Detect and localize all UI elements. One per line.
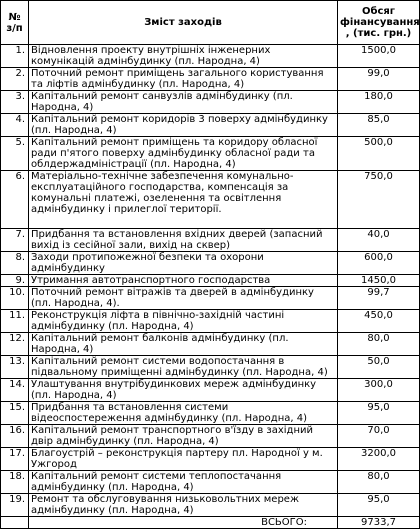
table-row [1, 91, 420, 114]
row-measure: Капітальний ремонт коридорів 3 поверху адмінбудинку (пл. Народна, 4) [29, 114, 338, 137]
row-amount: 1450,0 [338, 275, 420, 287]
table-row [1, 471, 420, 494]
row-measure: Капітальний ремонт транспортного в'їзду в західний двір адмінбудинку (пл. Народна, 4) [29, 425, 338, 448]
row-amount: 85,0 [338, 114, 420, 137]
row-amount: 95,0 [338, 494, 420, 517]
row-amount: 600,0 [338, 252, 420, 275]
row-number: 16. [1, 425, 29, 448]
row-measure: Реконструкція ліфта в північно-західній частині адмінбудинку (пл. Народна, 4) [29, 310, 338, 333]
row-amount: 80,0 [338, 471, 420, 494]
table-row [1, 425, 420, 448]
row-amount: 50,0 [338, 356, 420, 379]
table-row [1, 494, 420, 517]
table-row [1, 402, 420, 425]
table-row [1, 114, 420, 137]
row-number: 19. [1, 494, 29, 517]
header-measures: Зміст заходів [29, 1, 338, 45]
row-amount: 180,0 [338, 91, 420, 114]
row-number: 13. [1, 356, 29, 379]
row-measure: Придбання та встановлення вхідних дверей (запасний вихід із сесійної зали, вихід на сквер) [29, 229, 338, 252]
header-number: № з/п [1, 1, 29, 45]
row-measure: Заходи протипожежної безпеки та охорони адмінбудинку [29, 252, 338, 275]
row-number: 4. [1, 114, 29, 137]
row-number: 15. [1, 402, 29, 425]
row-number: 7. [1, 229, 29, 252]
total-label: ВСЬОГО: [29, 517, 338, 529]
row-amount: 99,0 [338, 68, 420, 91]
table-row [1, 229, 420, 252]
table-row [1, 287, 420, 310]
row-amount: 80,0 [338, 333, 420, 356]
table-row [1, 379, 420, 402]
row-number: 1. [1, 45, 29, 68]
row-number: 9. [1, 275, 29, 287]
row-measure: Поточний ремонт приміщень загального користування та ліфтів адмінбудинку (пл. Народна, 4) [29, 68, 338, 91]
table-row [1, 171, 420, 229]
row-measure: Капітальний ремонт санвузлів адмінбудинку (пл. Народна, 4) [29, 91, 338, 114]
row-measure: Улаштування внутрібудинкових мереж адмінбудинку (пл. Народна, 4) [29, 379, 338, 402]
row-number: 5. [1, 137, 29, 171]
row-measure: Поточний ремонт вітражів та дверей в адмінбудинку (пл. Народна, 4). [29, 287, 338, 310]
row-amount: 450,0 [338, 310, 420, 333]
row-number: 14. [1, 379, 29, 402]
row-measure: Придбання та встановлення системи відеоспостереження адмінбудинку (пл. Народна, 4) [29, 402, 338, 425]
table-row [1, 310, 420, 333]
row-number: 18. [1, 471, 29, 494]
row-number: 3. [1, 91, 29, 114]
row-number: 6. [1, 171, 29, 229]
row-number: 12. [1, 333, 29, 356]
table-row [1, 45, 420, 68]
row-measure: Капітальний ремонт приміщень та коридору обласної ради п'ятого поверху адмінбудинку обласної ради та облдержадміністрації (пл. Народна, 4) [29, 137, 338, 171]
row-measure: Капітальний ремонт системи водопостачання в підвальному приміщенні адмінбудинку (пл. Народна, 4) [29, 356, 338, 379]
row-measure: Утримання автотранспортного господарства [29, 275, 338, 287]
row-number: 2. [1, 68, 29, 91]
row-measure: Відновлення проекту внутрішніх інженерних комунікацій адмінбудинку (пл. Народна, 4) [29, 45, 338, 68]
row-amount: 40,0 [338, 229, 420, 252]
table-row [1, 448, 420, 471]
row-measure: Капітальний ремонт системи теплопостачання адмінбудинку (пл. Народна, 4) [29, 471, 338, 494]
row-amount: 300,0 [338, 379, 420, 402]
row-number: 10. [1, 287, 29, 310]
row-amount: 1500,0 [338, 45, 420, 68]
row-measure: Ремонт та обслуговування низьковольтних мереж адмінбудинку (пл. Народна, 4) [29, 494, 338, 517]
row-amount: 99,7 [338, 287, 420, 310]
table-body [1, 45, 420, 517]
table-row [1, 68, 420, 91]
row-measure: Матеріально-технічне забезпечення комунально-експлуатаційного господарства, компенсація за комунальні платежі, озеленення та освітлення адмінбудинку і прилеглої території. [29, 171, 338, 229]
row-amount: 95,0 [338, 402, 420, 425]
row-amount: 750,0 [338, 171, 420, 229]
row-number: 11. [1, 310, 29, 333]
total-amount: 9733,7 [338, 517, 420, 529]
header-funding: Обсяг фінансування , (тис. грн.) [338, 1, 420, 45]
total-row [1, 517, 420, 529]
row-amount: 70,0 [338, 425, 420, 448]
table-row [1, 356, 420, 379]
row-measure: Капітальний ремонт балконів адмінбудинку (пл. Народна, 4) [29, 333, 338, 356]
table-header-row [1, 1, 420, 45]
row-number: 17. [1, 448, 29, 471]
table-row [1, 333, 420, 356]
table-row [1, 252, 420, 275]
table-row [1, 275, 420, 287]
table-row [1, 137, 420, 171]
row-amount: 500,0 [338, 137, 420, 171]
row-measure: Благоустрій – реконструкція партеру пл. Народної у м. Ужгород [29, 448, 338, 471]
row-number: 8. [1, 252, 29, 275]
row-amount: 3200,0 [338, 448, 420, 471]
